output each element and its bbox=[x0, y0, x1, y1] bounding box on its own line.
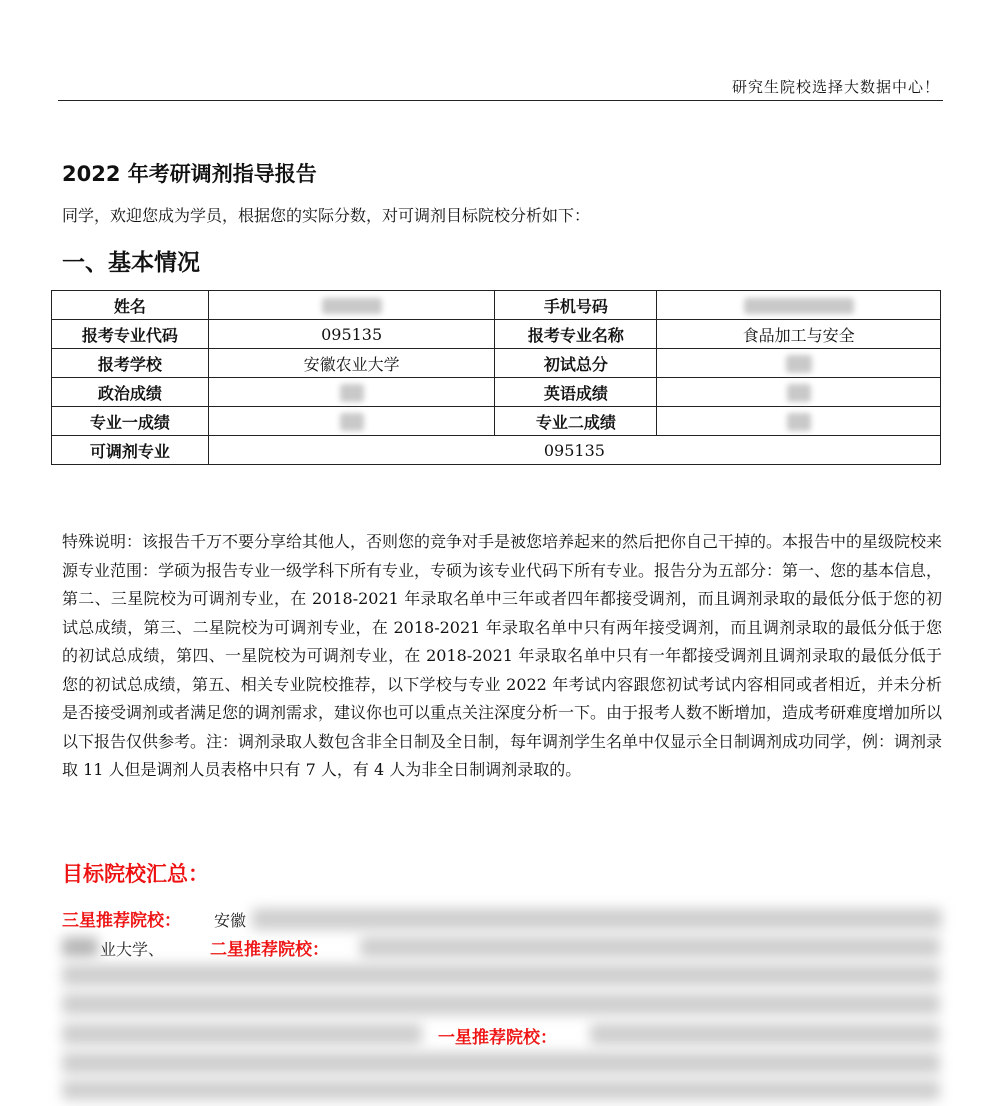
redacted-block bbox=[62, 1023, 422, 1045]
subject1-label: 专业一成绩 bbox=[52, 407, 209, 436]
english-value-redacted bbox=[657, 378, 941, 407]
line2-fragment: 业大学、 bbox=[100, 940, 165, 959]
school-value: 安徽农业大学 bbox=[208, 349, 495, 378]
header-text: 研究生院校选择大数据中心！ bbox=[731, 78, 940, 96]
basic-info-table bbox=[51, 290, 941, 465]
redacted-block bbox=[62, 1080, 940, 1100]
subject2-label: 专业二成绩 bbox=[495, 407, 657, 436]
name-value-redacted bbox=[208, 291, 495, 320]
table-row bbox=[52, 320, 941, 349]
table-row bbox=[52, 436, 941, 465]
redacted-block bbox=[62, 993, 940, 1015]
two-star-label: 二星推荐院校： bbox=[210, 940, 329, 960]
intro-text: 同学，欢迎您成为学员，根据您的实际分数，对可调剂目标院校分析如下： bbox=[62, 206, 591, 225]
table-row bbox=[52, 407, 941, 436]
subject1-value-redacted bbox=[208, 407, 495, 436]
redacted-block bbox=[62, 937, 98, 957]
one-star-label: 一星推荐院校： bbox=[438, 1028, 557, 1048]
phone-value-redacted bbox=[657, 291, 941, 320]
target-schools-heading: 目标院校汇总： bbox=[62, 862, 209, 886]
three-star-first-school: 安徽 bbox=[214, 911, 247, 930]
total-score-value-redacted bbox=[657, 349, 941, 378]
adjustable-major-value: 095135 bbox=[208, 436, 940, 465]
special-note: 特殊说明：该报告千万不要分享给其他人，否则您的竞争对手是被您培养起来的然后把你自己干掉的。本报告中的星级院校来源专业范围：学硕为报告专业一级学科下所有专业，专硕为该专业代码下所有专业。报告分为五部分：第一、您的基本信息，第二、三星院校为可调剂专业，在 2018-2021 年录取名单中三年或者四年都接受调剂，而且调剂录取的最低分低于您的初试总成绩，第三、二星院校为可调剂专业，在 2018-2021 年录取名单中只有两年接受调剂，而且调剂录取的最低分低于您的初试总成绩，第四、一星院校为可调剂专业，在 2018-2021 年录取名单中只有一年都接受调剂且调剂录取的最低分低于您的初试总成绩，第五、相关专业院校推荐，以下学校与专业 2022 年考试内容跟您初试考试内容相同或者相近，并未分析是否接受调剂或者满足您的调剂需求，建议你也可以重点关注深度分析一下。由于报考人数不断增加，造成考研难度增加所以以下报告仅供参考。注：调剂录取人数包含非全日制及全日制，每年调剂学生名单中仅显示全日制调剂成功同学，例：调剂录取 11 人但是调剂人员表格中只有 7 人，有 4 人为非全日制调剂录取的。 bbox=[62, 532, 943, 779]
phone-label: 手机号码 bbox=[495, 291, 657, 320]
redacted-block bbox=[62, 1052, 940, 1074]
redacted-block bbox=[62, 964, 940, 986]
section-title-basic-info: 一、基本情况 bbox=[62, 249, 200, 276]
redacted-block bbox=[360, 936, 940, 958]
table-row bbox=[52, 349, 941, 378]
name-label: 姓名 bbox=[52, 291, 209, 320]
report-title: 2022 年考研调剂指导报告 bbox=[62, 162, 317, 186]
total-score-label: 初试总分 bbox=[495, 349, 657, 378]
redacted-block bbox=[252, 908, 942, 930]
adjustable-major-label: 可调剂专业 bbox=[52, 436, 209, 465]
header-rule bbox=[58, 100, 943, 101]
major-code-value: 095135 bbox=[208, 320, 495, 349]
major-name-value: 食品加工与安全 bbox=[657, 320, 941, 349]
politics-label: 政治成绩 bbox=[52, 378, 209, 407]
redacted-block bbox=[590, 1023, 940, 1045]
three-star-label: 三星推荐院校： bbox=[62, 911, 181, 931]
subject2-value-redacted bbox=[657, 407, 941, 436]
table-row bbox=[52, 378, 941, 407]
table-row bbox=[52, 291, 941, 320]
english-label: 英语成绩 bbox=[495, 378, 657, 407]
major-code-label: 报考专业代码 bbox=[52, 320, 209, 349]
school-label: 报考学校 bbox=[52, 349, 209, 378]
major-name-label: 报考专业名称 bbox=[495, 320, 657, 349]
politics-value-redacted bbox=[208, 378, 495, 407]
